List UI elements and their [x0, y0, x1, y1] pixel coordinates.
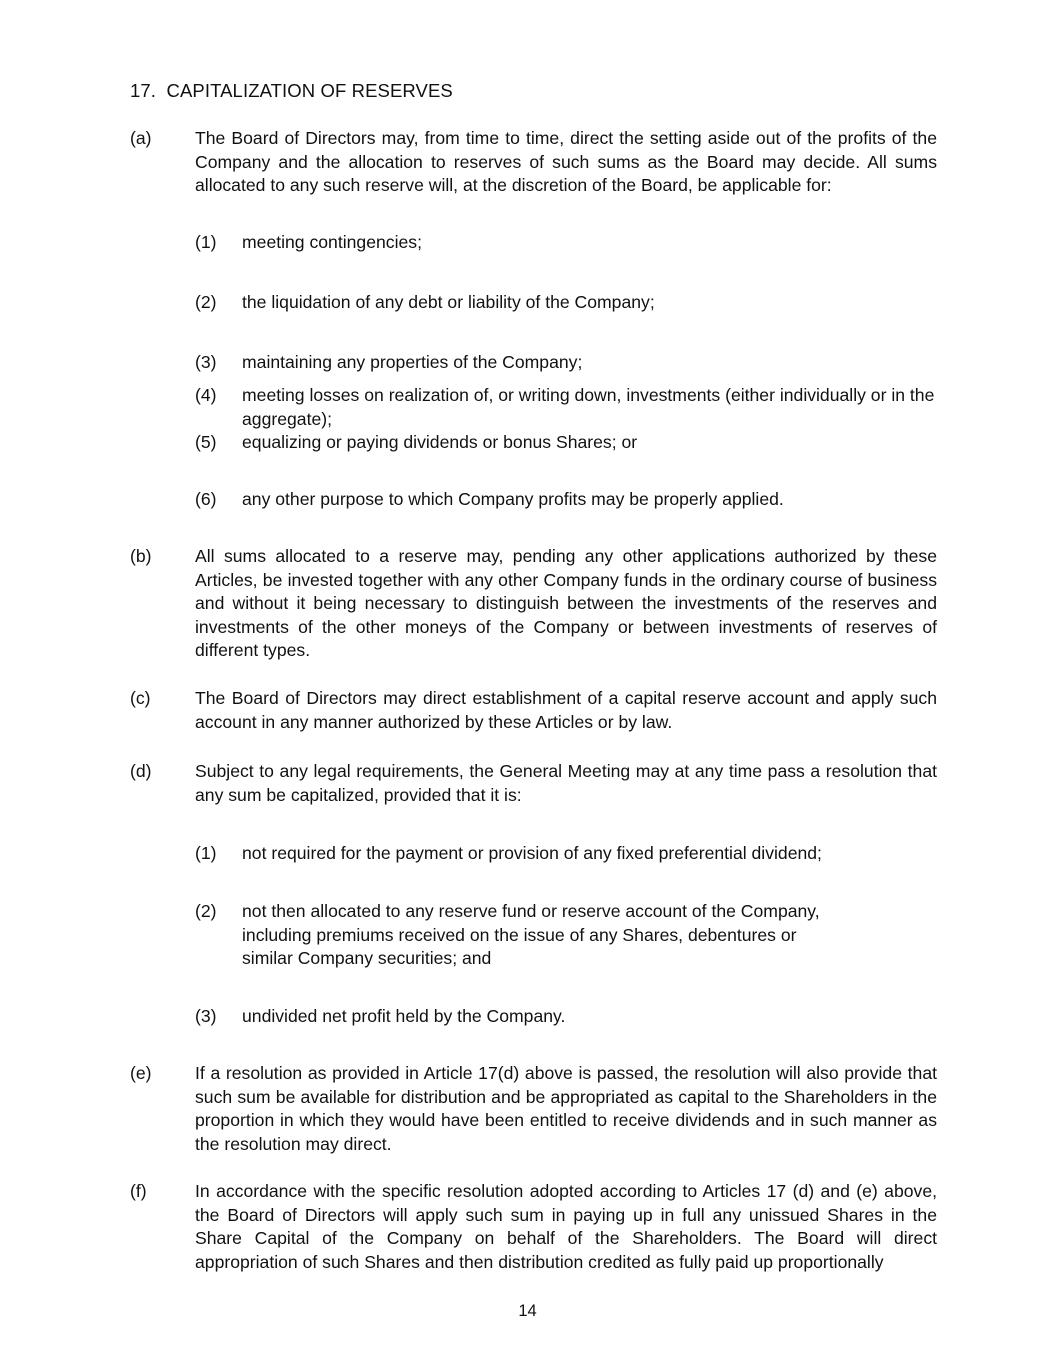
list-item: [195, 384, 937, 431]
list-item-label: (6): [195, 489, 217, 509]
paragraph-text: If a resolution as provided in Article 17(d) above is passed, the resolution will also provide that such sum be available for distribution and be appropriated as capital to the Shareholders in the proportion in which they would have been entitled to receive dividends and in such manner as the resolution may direct.: [195, 1063, 937, 1154]
list-item-label: (1): [195, 843, 217, 863]
paragraph-d: [130, 760, 937, 807]
list-item-label: (3): [195, 1006, 217, 1026]
list-item: [195, 1005, 937, 1029]
list-item-text: not required for the payment or provision of any fixed preferential dividend;: [242, 843, 822, 863]
paragraph-label: (b): [130, 546, 152, 566]
list-item-text: meeting losses on realization of, or writing down, investments (either individually or in the aggregate);: [242, 385, 935, 429]
paragraph-text: The Board of Directors may direct establishment of a capital reserve account and apply such account in any manner authorized by these Articles or by law.: [195, 688, 937, 732]
paragraph-label: (e): [130, 1063, 152, 1083]
list-item-text: the liquidation of any debt or liability of the Company;: [242, 292, 655, 312]
list-item-line: similar Company securities; and: [242, 948, 492, 968]
paragraph-text: In accordance with the specific resolution adopted according to Articles 17 (d) and (e) above, the Board of Directors will apply such sum in paying up in full any unissued Shares in the Share Capital of the Company on behalf of the Shareholders. The Board will direct appropriation of such Shares and then distribution credited as fully paid up proportionally: [195, 1181, 937, 1272]
list-item: [195, 351, 937, 375]
page-number: 14: [518, 1302, 537, 1320]
list-item-text: [242, 900, 937, 971]
list-item: [195, 488, 937, 512]
list-item-label: (1): [195, 232, 217, 252]
paragraph-label: (d): [130, 761, 152, 781]
paragraph-label: (f): [130, 1181, 147, 1201]
list-item: [195, 431, 937, 455]
paragraph-e: [130, 1062, 937, 1156]
list-item-text: equalizing or paying dividends or bonus Shares; or: [242, 432, 638, 452]
paragraph-text: All sums allocated to a reserve may, pending any other applications authorized by these Articles, be invested together with any other Company funds in the ordinary course of business and without it being necessary to distinguish between the investments of the reserves and investments of the other moneys of the Company or between investments of reserves of different types.: [195, 546, 937, 660]
section-number: 17.: [130, 80, 157, 101]
paragraph-a: [130, 127, 937, 198]
section-title: CAPITALIZATION OF RESERVES: [166, 80, 453, 101]
section-heading: [130, 80, 453, 102]
list-item-text: maintaining any properties of the Company;: [242, 352, 583, 372]
list-item: [195, 842, 937, 866]
list-item-label: (4): [195, 385, 217, 405]
paragraph-text: Subject to any legal requirements, the General Meeting may at any time pass a resolution that any sum be capitalized, provided that it is:: [195, 761, 937, 805]
list-item-line: including premiums received on the issue of any Shares, debentures or: [242, 924, 797, 945]
list-item-text: meeting contingencies;: [242, 232, 422, 252]
list-item-label: (2): [195, 292, 217, 312]
list-item-text: undivided net profit held by the Company.: [242, 1006, 566, 1026]
paragraph-f: [130, 1180, 937, 1274]
paragraph-c: [130, 687, 937, 734]
paragraph-label: (a): [130, 128, 152, 148]
paragraph-text: The Board of Directors may, from time to time, direct the setting aside out of the profits of the Company and the allocation to reserves of such sums as the Board may decide. All sums allocated to any such reserve will, at the discretion of the Board, be applicable for:: [195, 128, 937, 195]
list-item: [195, 291, 937, 315]
list-item: [195, 231, 937, 255]
paragraph-label: (c): [130, 688, 151, 708]
list-item-label: (2): [195, 901, 217, 921]
list-item-label: (5): [195, 432, 217, 452]
paragraph-b: [130, 545, 937, 663]
list-item-label: (3): [195, 352, 217, 372]
list-item-text: any other purpose to which Company profits may be properly applied.: [242, 489, 784, 509]
list-item: [195, 900, 937, 971]
list-item-line: not then allocated to any reserve fund or reserve account of the Company,: [242, 901, 820, 921]
